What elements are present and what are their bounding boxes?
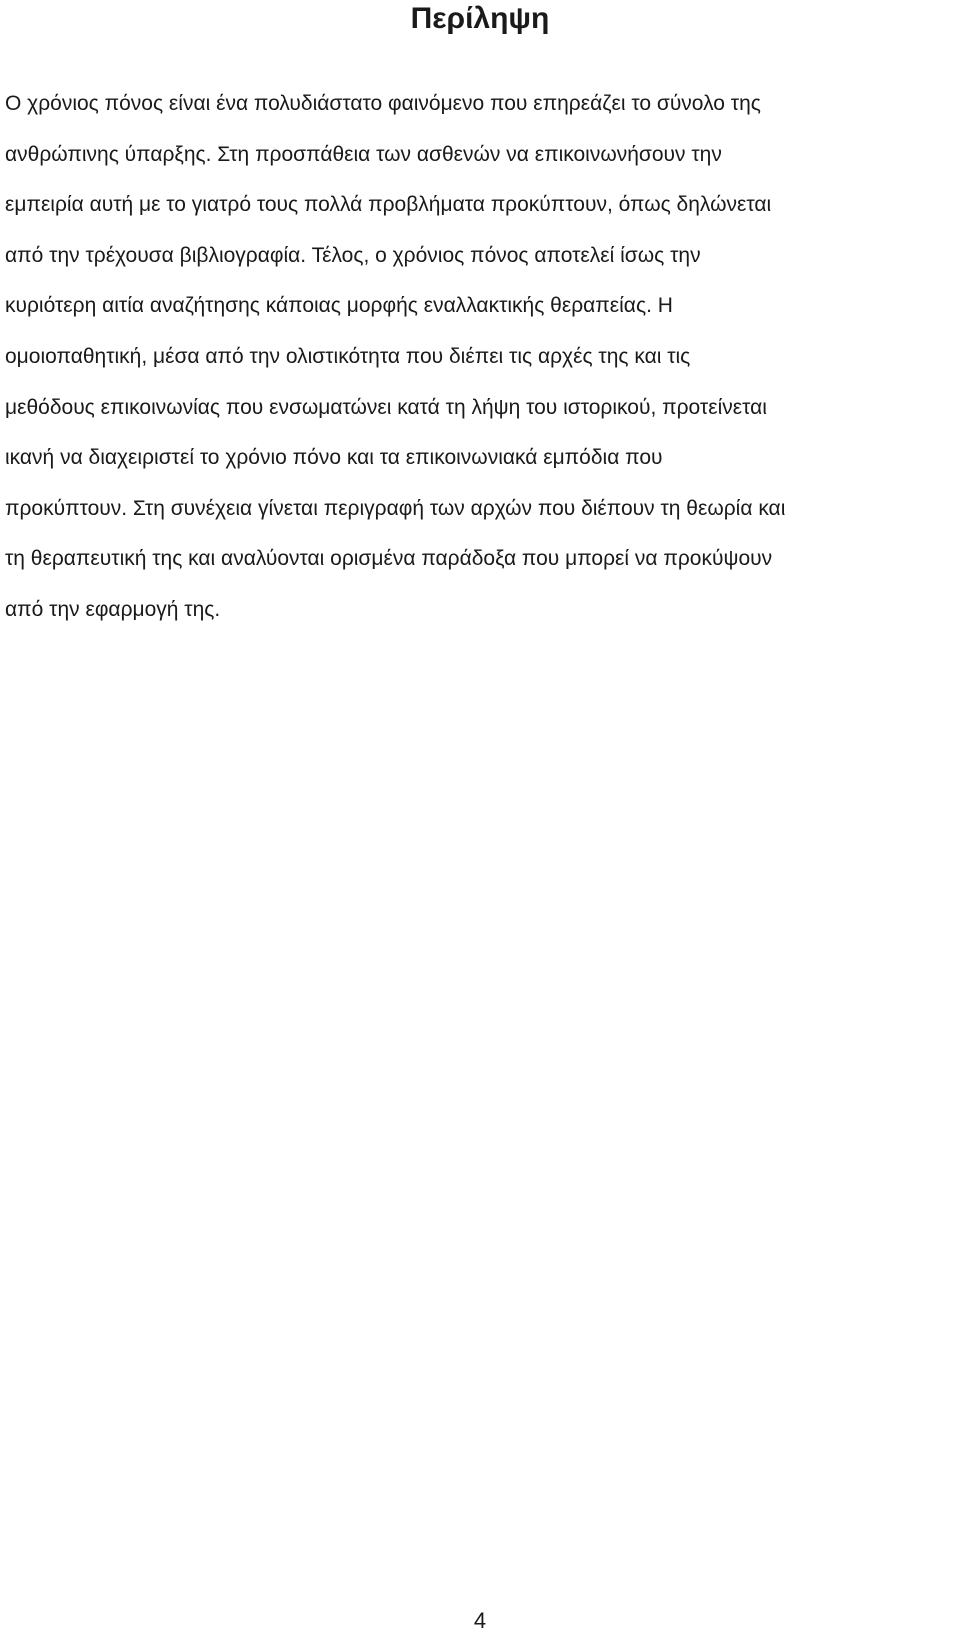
paragraph-line: από την εφαρμογή της. <box>5 597 221 621</box>
paragraph-line: Ο χρόνιος πόνος είναι ένα πολυδιάστατο φαινόμενο που επηρεάζει το σύνολο της <box>5 92 761 115</box>
paragraph-line: ανθρώπινης ύπαρξης. Στη προσπάθεια των ασθενών να επικοινωνήσουν την <box>5 142 722 166</box>
page-title: Περίληψη <box>410 2 550 35</box>
page-number: 4 <box>473 1608 487 1633</box>
paragraph-line: ικανή να διαχειριστεί το χρόνιο πόνο και τα επικοινωνιακά εμπόδια που <box>5 446 663 470</box>
paragraph-line: από την τρέχουσα βιβλιογραφία. Τέλος, ο χρόνιος πόνος αποτελεί ίσως την <box>5 243 701 267</box>
paragraph-line: κυριότερη αιτία αναζήτησης κάποιας μορφής εναλλακτικής θεραπείας. Η <box>5 294 673 318</box>
paragraph-line: ομοιοπαθητική, μέσα από την ολιστικότητα που διέπει τις αρχές της και τις <box>5 344 691 368</box>
abstract-paragraph <box>5 79 960 636</box>
paragraph-line: μεθόδους επικοινωνίας που ενσωματώνει κατά τη λήψη του ιστορικού, προτείνεται <box>5 395 767 419</box>
paragraph-line: εμπειρία αυτή με το γιατρό τους πολλά προβλήματα προκύπτουν, όπως δηλώνεται <box>5 193 772 217</box>
paragraph-line: τη θεραπευτική της και αναλύονται ορισμένα παράδοξα που μπορεί να προκύψουν <box>5 547 773 571</box>
paragraph-line: προκύπτουν. Στη συνέχεια γίνεται περιγραφή των αρχών που διέπουν τη θεωρία και <box>5 496 786 520</box>
